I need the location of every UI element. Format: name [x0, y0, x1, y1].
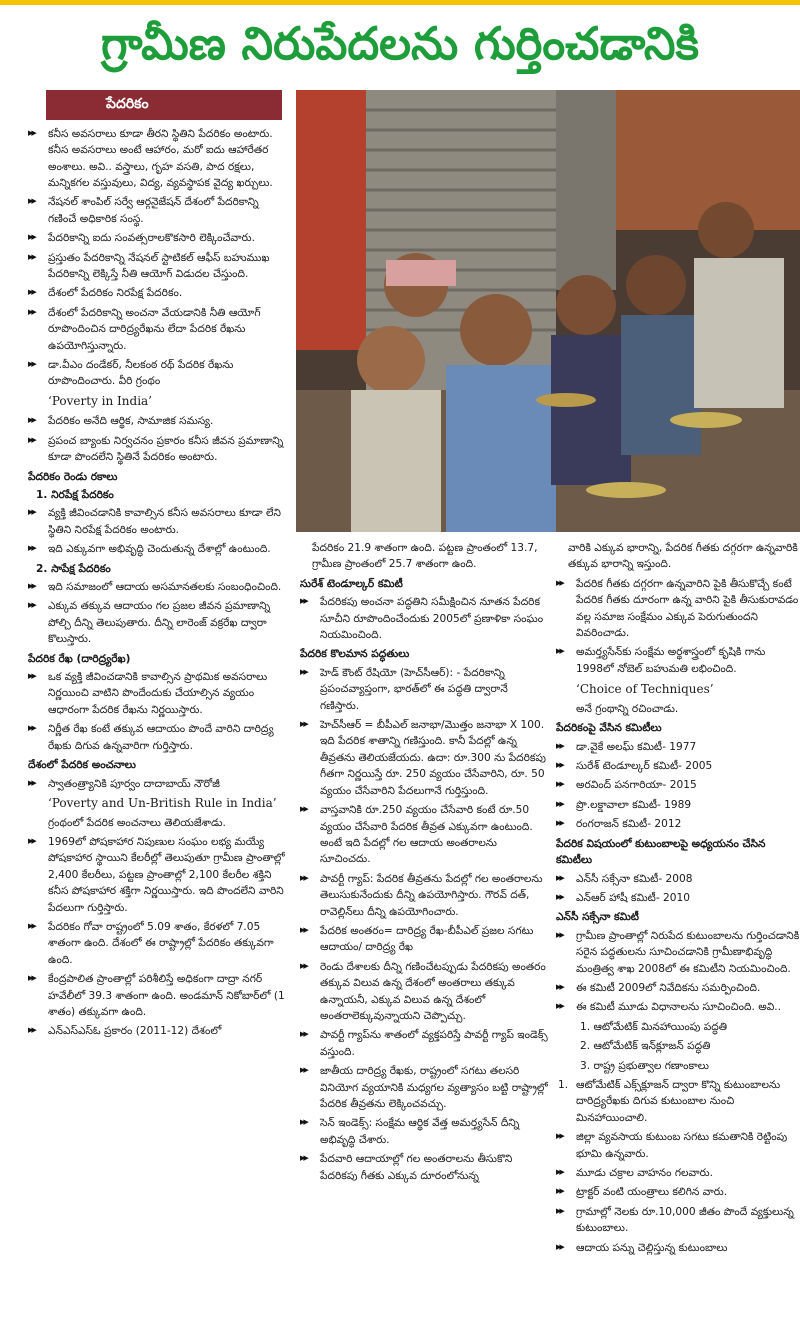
subheading-type-2 — [28, 561, 288, 577]
list-item: ▶▶ పేదవారి ఆదాయాల్లో గల అంతరాలను తీసుకొని పేదరికపు గీతకు ఎక్కువ దూరంలోనున్న — [300, 1151, 548, 1184]
list-item: ▶▶ డా.వైకే అలఘ్ కమిటీ- 1977 — [556, 739, 800, 755]
subheading-text: నిరపేక్ష పేదరికం — [51, 489, 114, 501]
list-item: ▶▶ గ్రామాల్లో నెలకు రూ.10,000 జీతం పొందే వ్యక్తులున్న కుటుంబాలు. — [556, 1204, 800, 1237]
list-item: ▶▶ రంగరాజన్ కమిటీ- 2012 — [556, 816, 800, 832]
list-item: ▶▶ జాతీయ దారిద్ర్య రేఖకు, రాష్ట్రంలో సగటు తలసరి వినియోగ వ్యయానికి మధ్యగల వ్యత్యాసం బట్టి రాష్ట్రాల్లో పేదరిక తీవ్రతను లెక్కించవచ్చు. — [300, 1063, 548, 1112]
method-item: 2. ఆటోమేటిక్ ఇన్‌క్లూజన్ పద్ధతి — [580, 1040, 711, 1053]
list-item-text: గ్రంథంలో పేదరిక అంచనాలు తెలియజేశాడు. — [48, 816, 226, 829]
list-item — [28, 357, 288, 410]
subheading-committees: పేదరికంపై వేసిన కమిటీలు — [556, 722, 662, 735]
subheading-family-committees: పేదరిక విషయంలో కుటుంబాలపై అధ్యయనం చేసిన కమిటీలు — [556, 837, 766, 867]
list-item: ▶▶ పేదరిక గీతకు దగ్గరగా ఉన్నవారిని పైకి తీసుకొచ్చే కంటే పేదరిక గీతకు దూరంగా ఉన్న వారిని పైకి తీసుకురావడం వల్ల సమాజ సంక్షేమం ఎక్కువ పెరుగుతుందని వివరించాడు. — [556, 576, 800, 642]
list-item: ▶▶ ట్రాక్టర్ వంటి యంత్రాలు కలిగిన వారు. — [556, 1184, 800, 1200]
paragraph-continued: పేదరికం 21.9 శాతంగా ఉంది. పట్టణ ప్రాంతంలో 13.7, గ్రామీణ ప్రాంతంలో 25.7 శాతంగా ఉంది. — [312, 542, 538, 571]
method-item: 3. రాష్ట్ర ప్రభుత్వాల గణాంకాలు — [580, 1059, 709, 1072]
list-item: ▶▶ ఇది ఎక్కువగా అభివృద్ధి చెందుతున్న దేశాల్లో ఉంటుంది. — [28, 541, 288, 557]
list-item: ▶▶ అరవింద్ పనగారియా- 2015 — [556, 777, 800, 793]
list-item: ▶▶ ఈ కమిటీ 2009లో నివేదికను సమర్పించింది. — [556, 980, 800, 996]
list-item: ▶▶ ఎన్ఎస్ఎస్ఓ ప్రకారం (2011-12) దేశంలో — [28, 1023, 288, 1039]
list-item: ▶▶ ప్రొ.లక్డావాలా కమిటీ- 1989 — [556, 797, 800, 813]
list-item: ▶▶ మూడు చక్రాల వాహనం గలవారు. — [556, 1165, 800, 1181]
paragraph-continued: వారికి ఎక్కువ భారాన్ని, పేదరిక గీతకు దగ్గరగా ఉన్నవారికి తక్కువ భారాన్ని ఇస్తుంది. — [568, 542, 798, 571]
list-item: ▶▶ వ్యక్తి జీవించడానికి కావాల్సిన కనీస అవసరాలు కూడా లేని స్థితిని నిరపేక్ష పేదరికం అంటారు. — [28, 505, 288, 538]
subheading-suresh-committee: సురేశ్ టెండూల్కర్ కమిటీ — [300, 577, 403, 590]
list-item — [28, 776, 288, 831]
number: 1. — [36, 489, 48, 501]
list-item: ▶▶ ప్రస్తుతం పేదరికాన్ని నేషనల్ స్టాటికల్ ఆఫీస్ బహుముఖ పేదరికాన్ని లెక్కిస్తే నీతి ఆయోగ్ విడుదల చేస్తుంది. — [28, 250, 288, 283]
photo-illustration — [296, 90, 800, 532]
news-photo — [296, 90, 800, 532]
numbered-item-text: ఆటోమేటిక్ ఎక్స్‌క్లూజన్ ద్వారా కొన్ని కుటుంబాలను దారిద్ర్యరేఖకు దిగువ కుటుంబాల నుంచి మినహాయించాలి. — [576, 1078, 781, 1124]
list-item: ▶▶ కనీస అవసరాలు కూడా తీరని స్థితిని పేదరికం అంటారు. కనీస అవసరాలు అంటే ఆహారం, మరో ఐదు ఆహారేతర అంశాలు. అవి.. వస్త్రాలు, గృహ వసతి, పాద రక్షలు, మన్నికగల వస్తువులు, విద్య, వ్యవస్థాపక వైద్య ఖర్చులు. — [28, 126, 288, 192]
list-item: ▶▶ దేశంలో పేదరికాన్ని అంచనా వేయడానికి నీతి ఆయోగ్ రూపొందించిన దారిద్ర్యరేఖను లేదా పేదరిక రేఖను ఉపయోగిస్తున్నారు. — [28, 305, 288, 354]
column-2 — [300, 540, 548, 1318]
list-item: ▶▶ హెచ్‌సీఆర్ = బీపీఎల్ జనాభా/మొత్తం జనాభా X 100. ఇది పేదరిక శాతాన్ని గణిస్తుంది. కానీ పేదల్లో ఉన్న తీవ్రతను తెలియజేయదు. ఉదా: రూ.300 ను పేదరికపు గీతగా నిర్ణయిస్తే రూ. 250 వ్యయం చేసేవారిని, రూ. 50 వ్యయం చేసేవారిని పేదలుగానే గుర్తిస్తుంది. — [300, 717, 548, 799]
list-item: ▶▶ ప్రపంచ బ్యాంకు నిర్వచనం ప్రకారం కనీస జీవన ప్రమాణాన్ని కూడా పొందలేని స్థితినే పేదరికం అంటారు. — [28, 433, 288, 466]
list-item: ▶▶ నిర్ణీత రేఖ కంటే తక్కువ ఆదాయం పొందే వారిని దారిద్ర్య రేఖకు దిగువ ఉన్నవారిగా గుర్తిస్తారు. — [28, 721, 288, 754]
subheading-type-1 — [28, 487, 288, 503]
subheading-saxena-committee: ఎన్‌సీ సక్సేనా కమిటీ — [556, 911, 639, 924]
list-item: ▶▶ పేదరిక అంతరం= దారిద్ర్య రేఖ-బీపీఎల్ ప్రజల సగటు ఆదాయం/ దారిద్ర్య రేఖ — [300, 923, 548, 956]
method-item: 1. ఆటోమేటిక్ మినహాయింపు పద్ధతి — [580, 1020, 728, 1033]
list-item: ▶▶ పేదరికపు అంచనా పద్ధతిని సమీక్షించిన నూతన పేదరిక సూచీని రూపొందించేందుకు 2005లో ప్రణాళికా సంఘం నియమించింది. — [300, 594, 548, 643]
list-item: ▶▶ గ్రామీణ ప్రాంతాల్లో నిరుపేద కుటుంబాలను గుర్తించడానికి సరైన పద్ధతులను సూచించడానికి గ్రామీణాభివృద్ధి మంత్రిత్వ శాఖ 2008లో ఈ కమిటీని నియమించింది. — [556, 928, 800, 977]
page-title: గ్రామీణ నిరుపేదలను గుర్తించడానికి — [101, 17, 699, 70]
list-item-text: స్వాతంత్ర్యానికి పూర్వం దాదాబాయ్ నౌరోజీ — [48, 777, 220, 790]
list-item: ▶▶ వాస్తవానికి రూ.250 వ్యయం చేసేవారి కంటే రూ.50 వ్యయం చేసేవారి పేదరిక తీవ్రత ఎక్కువగా ఉంటుంది. అంటే ఇది పేదల్లో గల ఆదాయ అంతరాలను సూచించదు. — [300, 802, 548, 868]
list-item: ▶▶ ఎక్కువ తక్కువ ఆదాయం గల ప్రజల జీవన ప్రమాణాన్ని పోల్చి దీన్ని తెలుపుతారు. దీన్ని లారెంజ్ వక్రరేఖ ద్వారా కొలుస్తారు. — [28, 598, 288, 647]
section-heading: పేదరికం — [46, 90, 282, 120]
book-title: ‘Poverty and Un-British Rule in India’ — [48, 795, 277, 810]
book-title: ‘Poverty in India’ — [48, 393, 152, 408]
list-item: ▶▶ ఆదాయ పన్ను చెల్లిస్తున్న కుటుంబాలు — [556, 1240, 800, 1256]
list-item: ▶▶ దేశంలో పేదరికం నిరపేక్ష పేదరికం. — [28, 285, 288, 301]
numbered-item — [556, 1077, 800, 1126]
list-item: ▶▶ అమర్త్యసేన్‌కు సంక్షేమ అర్థశాస్త్రంలో కృషికి గాను 1998లో నోబెల్ బహుమతి లభించింది. — [556, 644, 800, 677]
list-item: ▶▶ ఇది సమాజంలో ఆదాయ అసమానతలకు సంబంధించింది. — [28, 579, 288, 595]
list-item: ▶▶ ఎన్‌ఆర్ హాషీ కమిటీ- 2010 — [556, 890, 800, 906]
list-item: ▶▶ జిల్లా వ్యవసాయ కుటుంబ సగటు కమతానికి రెట్టింపు భూమి ఉన్నవారు. — [556, 1129, 800, 1162]
column-3 — [556, 540, 800, 1318]
list-item: ▶▶ పేదరికాన్ని ఐదు సంవత్సరాలకొకసారి లెక్కించేవారు. — [28, 230, 288, 246]
column-1 — [28, 90, 288, 1318]
list-item: ▶▶ రెండు దేశాలకు దీన్ని గణించేటప్పుడు పేదరికపు అంతరం తక్కువ విలువ ఉన్న దేశంలో అంతరాలు తక్కువ ఉన్నాయనీ, ఎక్కువ విలువ ఉన్న దేశంలో అంతరాలెక్కువున్నాయని చెప్పొచ్చు. — [300, 959, 548, 1025]
list-item: ▶▶ నేషనల్ శాంపిల్ సర్వే ఆర్గనైజేషన్ దేశంలో పేదరికాన్ని గణించే అధికారిక సంస్థ. — [28, 194, 288, 227]
list-item: ▶▶ హెడ్ కౌంట్ రేషియో (హెచ్‌సీఆర్): - పేదరికాన్ని ప్రపంచవ్యాప్తంగా, భారత్‌లో ఈ పద్ధతి ద్వారానే గణిస్తారు. — [300, 665, 548, 714]
list-item: ▶▶ పేదరికం అనేది ఆర్థిక, సామాజిక సమస్య. — [28, 413, 288, 429]
list-item: ▶▶ ఎన్‌సీ సక్సేనా కమిటీ- 2008 — [556, 871, 800, 887]
list-item: ▶▶ పావర్టీ గ్యాప్‌ను శాతంలో వ్యక్తపరిస్తే పావర్టీ గ్యాప్ ఇండెక్స్ వస్తుంది. — [300, 1027, 548, 1060]
list-item-text: డా.వీఎం దండేకర్, నీలకంఠ రథ్ పేదరిక రేఖను రూపొందించారు. వీరి గ్రంథం — [48, 358, 234, 388]
book-title: ‘Choice of Techniques’ — [576, 682, 714, 697]
number: 2. — [36, 562, 48, 575]
list-item: ▶▶ కేంద్రపాలిత ప్రాంతాల్లో పరిశీలిస్తే అధికంగా దాద్రా నగర్ హవేలీలో 39.3 శాతంగా ఉంది. అండమాన్ నికోబార్‌లో (1 శాతం) తక్కువగా ఉంది. — [28, 971, 288, 1020]
list-item: ▶▶ ఒక వ్యక్తి జీవించడానికి కావాల్సిన ప్రాథమిక అవసరాలు నిర్ణయించి వాటిని పొందేందుకు చేయాల్సిన వ్యయం ఆధారంగా పేదరిక రేఖను నిర్ణయిస్తారు. — [28, 669, 288, 718]
list-item: ▶▶ 1969లో పోషకాహార నిపుణుల సంఘం లభ్య మయ్యే పోషకాహార స్థాయిని కేలరీల్లో తెలుపుతూ గ్రామీణ ప్రాంతాల్లో 2,400 కేలరీలు, పట్టణ ప్రాంతాల్లో 2,100 కేలరీల శక్తిని కనీస పోషకాహార శక్తిగా నిర్ణయిస్తారు. ఇది పొందలేని వారిని పేదలుగా గుర్తిస్తారు. — [28, 834, 288, 916]
subheading-types: పేదరికం రెండు రకాలు — [28, 470, 118, 483]
list-item: ▶▶ సెన్ ఇండెక్స్: సంక్షేమ ఆర్థిక వేత్త అమర్త్యసేన్ దీన్ని అభివృద్ధి చేశారు. — [300, 1115, 548, 1148]
list-item: ▶▶ పావర్టీ గ్యాప్: పేదరిక తీవ్రతను పేదల్లో గల అంతరాలను తెలుసుకునేందుకు దీన్ని ఉపయోగిస్తారు. గౌరవ్ దత్, రావెల్లిన్‌లు దీన్ని ఉపయోగించారు. — [300, 871, 548, 920]
top-accent-bar — [0, 0, 800, 5]
list-item: ▶▶ పేదరికం గోవా రాష్ట్రంలో 5.09 శాతం, కేరళలో 7.05 శాతంగా ఉంది. దేశంలో ఈ రాష్ట్రాల్లో పేదరికం తక్కువగా ఉంది. — [28, 919, 288, 968]
list-item: ▶▶ సురేశ్ టెండూల్కర్ కమిటీ- 2005 — [556, 758, 800, 774]
subheading-estimates: దేశంలో పేదరిక అంచనాలు — [28, 759, 136, 772]
subheading-text: సాపేక్ష పేదరికం — [51, 562, 111, 575]
subheading-measurement: పేదరిక కొలమాన పద్ధతులు — [300, 648, 410, 661]
paragraph: అనే గ్రంథాన్ని రచించాడు. — [576, 702, 679, 715]
number: 1. — [558, 1078, 569, 1091]
subheading-poverty-line: పేదరిక రేఖ (దారిద్ర్యరేఖ) — [28, 652, 131, 665]
list-item: ▶▶ ఈ కమిటీ మూడు విధానాలను సూచించింది. అవి.. — [556, 999, 800, 1015]
